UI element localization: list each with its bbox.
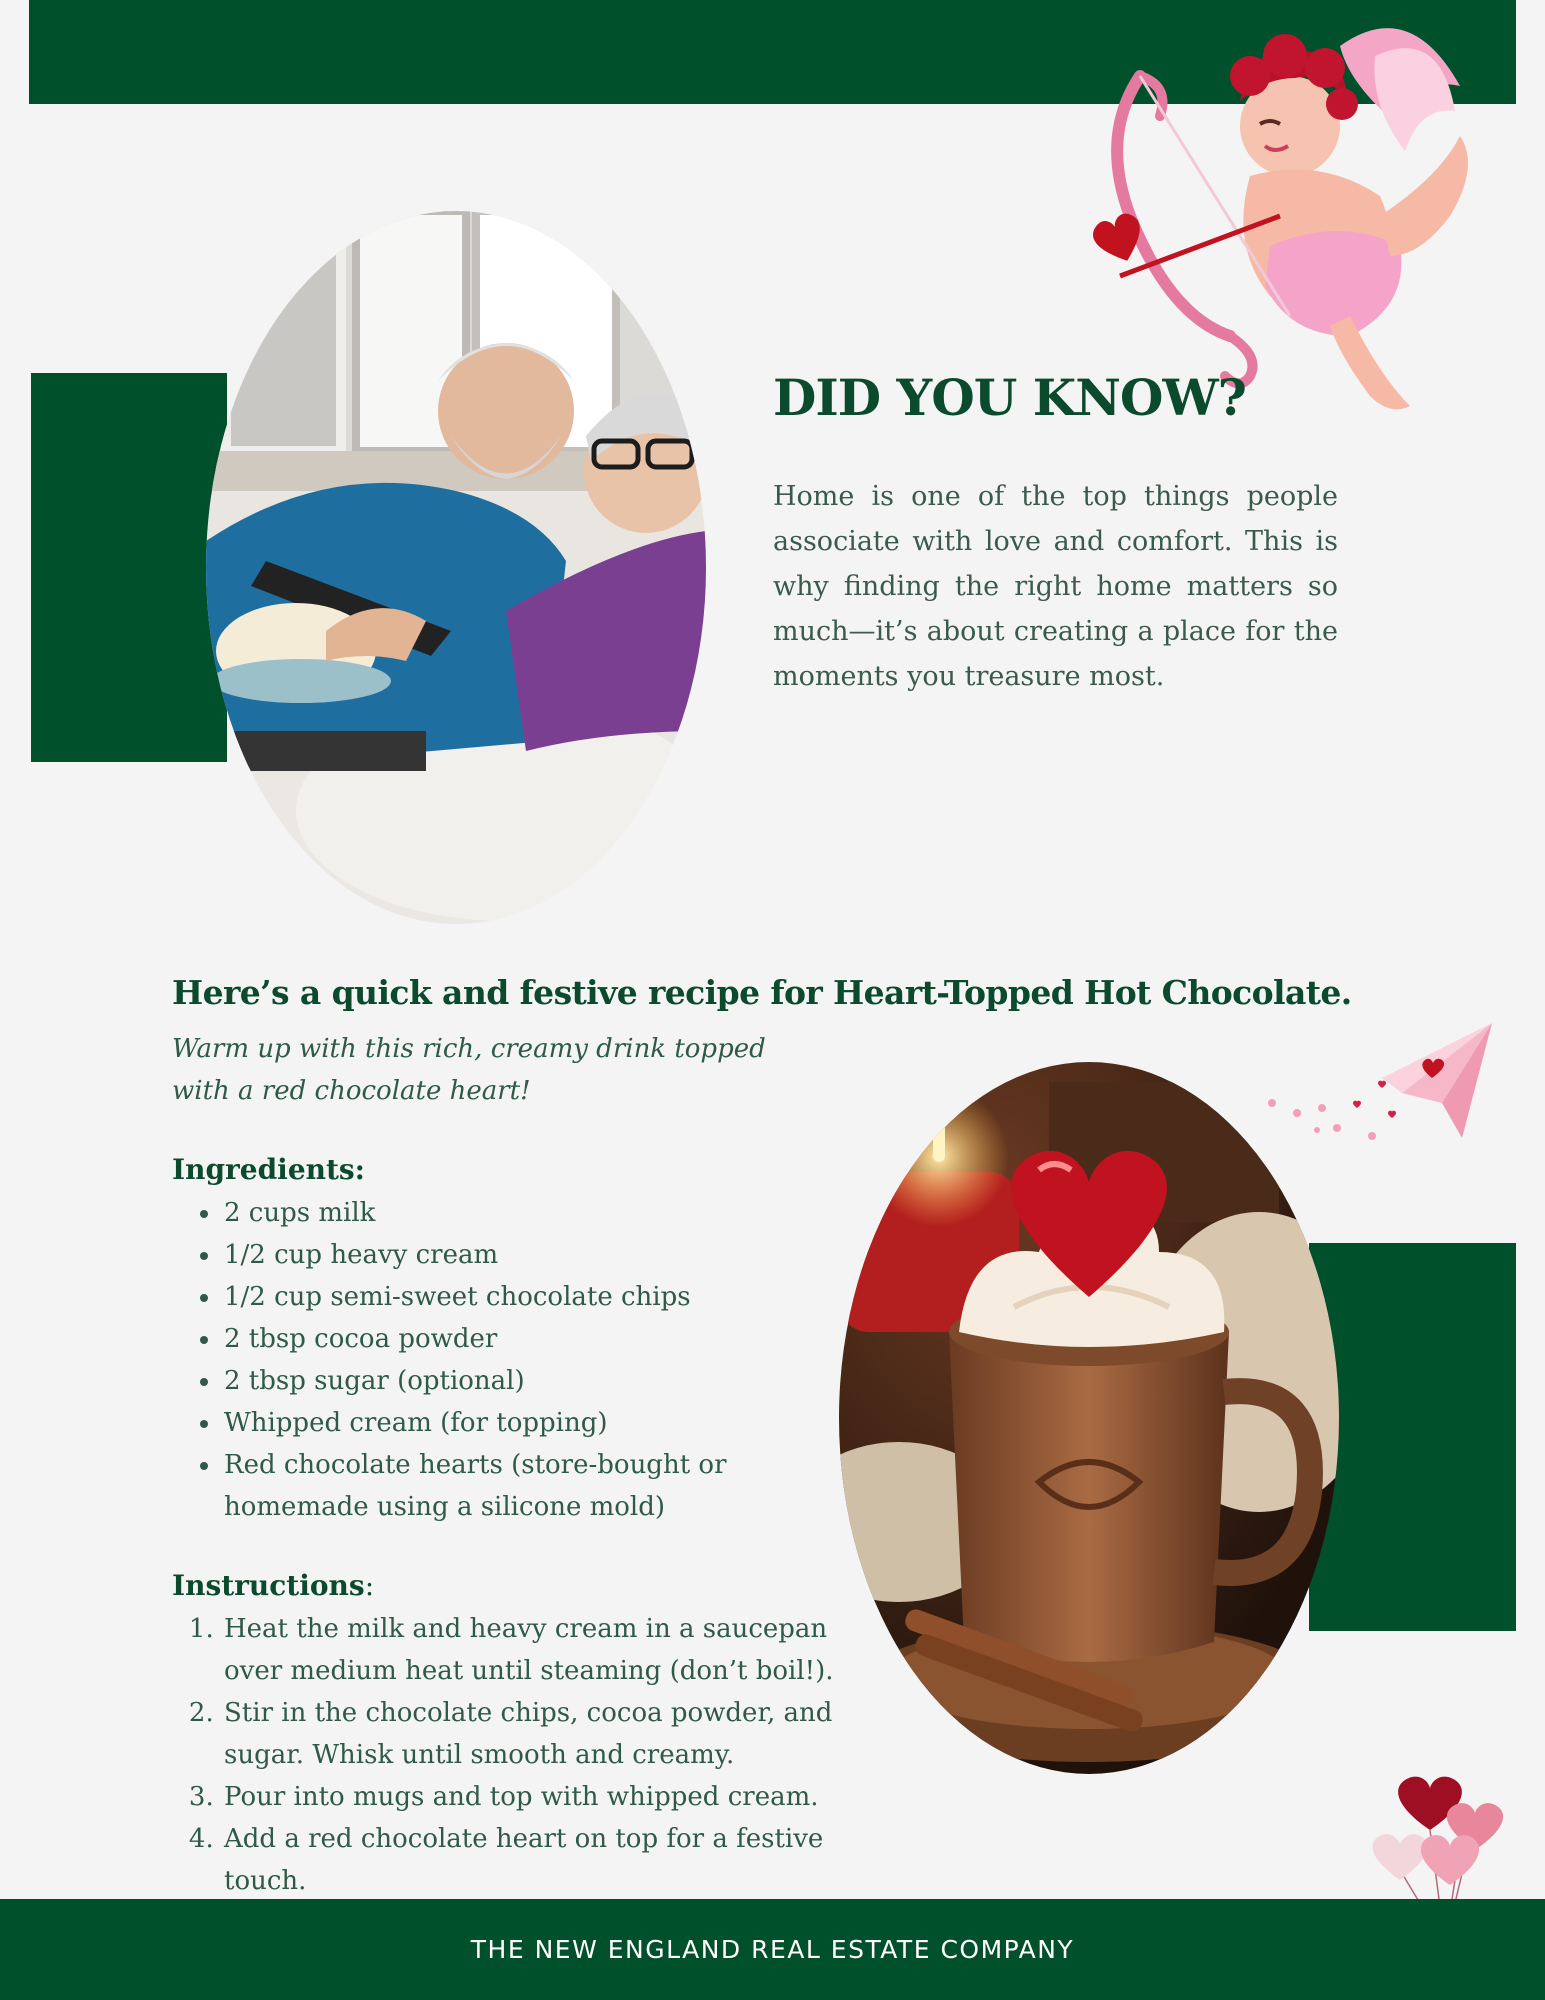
- instruction-step: 3. Pour into mugs and top with whipped cream.: [222, 1776, 847, 1818]
- paper-plane-icon: [1262, 1018, 1502, 1168]
- instruction-step: 4. Add a red chocolate heart on top for a festive touch.: [222, 1818, 847, 1902]
- did-you-know-body: Home is one of the top things people associate with love and comfort. This is why finding the right home matters so much—it’s about creating a place for the moments you treasure most.: [773, 481, 1338, 692]
- instructions-label-text: Instructions: [172, 1569, 365, 1602]
- did-you-know-heading: DID YOU KNOW?: [773, 368, 1246, 427]
- footer-company-name: THE NEW ENGLAND REAL ESTATE COMPANY: [470, 1935, 1075, 1964]
- instructions-list: [172, 1608, 847, 1902]
- hot-chocolate-photo: [839, 1062, 1339, 1774]
- instructions-label: Instructions:: [172, 1569, 375, 1602]
- instruction-step: 1. Heat the milk and heavy cream in a saucepan over medium heat until steaming (don’t boil!).: [222, 1608, 847, 1692]
- ingredient-item: • 2 tbsp sugar (optional): [222, 1360, 782, 1402]
- ingredients-list: [172, 1192, 782, 1528]
- footer-bar: [0, 1899, 1545, 2000]
- right-accent-block: [1309, 1243, 1516, 1631]
- recipe-heading: Here’s a quick and festive recipe for Heart-Topped Hot Chocolate.: [172, 973, 1352, 1012]
- ingredient-item: • 1/2 cup heavy cream: [222, 1234, 782, 1276]
- couple-on-couch-photo: [206, 211, 706, 924]
- recipe-subtitle: Warm up with this rich, creamy drink topped with a red chocolate heart!: [172, 1034, 766, 1106]
- ingredients-label: Ingredients:: [172, 1153, 366, 1186]
- ingredient-item: • 1/2 cup semi-sweet chocolate chips: [222, 1276, 782, 1318]
- ingredient-item: • Red chocolate hearts (store-bought or homemade using a silicone mold): [222, 1444, 782, 1528]
- ingredient-item: • 2 cups milk: [222, 1192, 782, 1234]
- left-accent-block: [31, 373, 227, 762]
- ingredient-item: • 2 tbsp cocoa powder: [222, 1318, 782, 1360]
- instruction-step: 2. Stir in the chocolate chips, cocoa powder, and sugar. Whisk until smooth and creamy.: [222, 1692, 847, 1776]
- ingredient-item: • Whipped cream (for topping): [222, 1402, 782, 1444]
